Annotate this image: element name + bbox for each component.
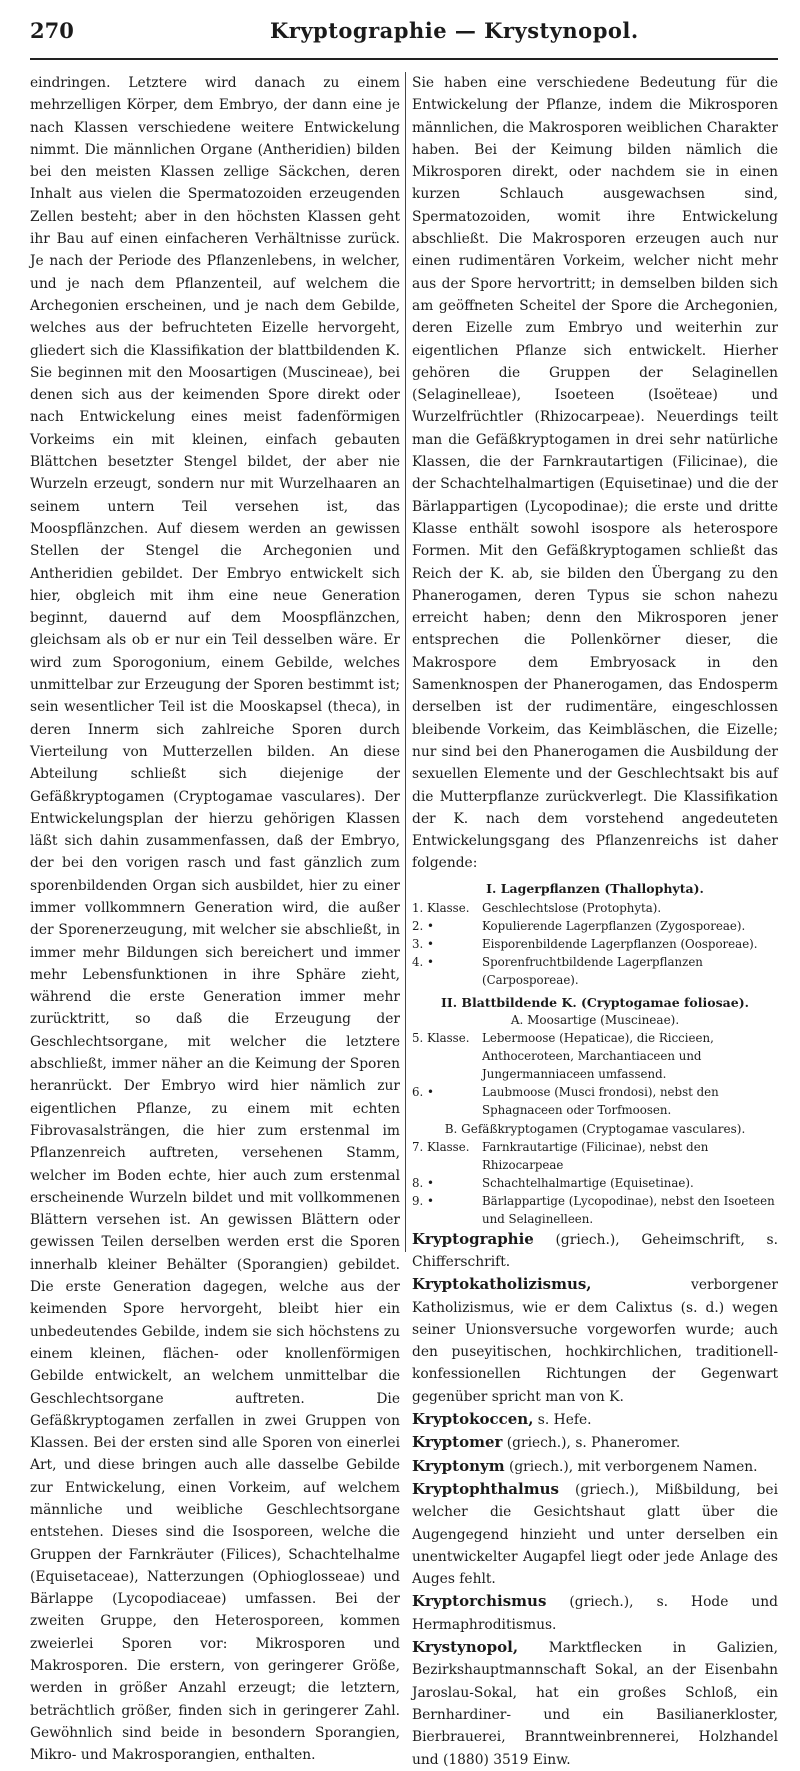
classification-key	[412, 881, 778, 1228]
key-class-number: 6. •	[412, 1084, 434, 1099]
dictionary-entry	[412, 1228, 778, 1274]
key-class-text: Lebermoose (Hepaticae), die Riccieen, Anthoceroteen, Marchantiaceen und Jungermanniaceen umfassend.	[482, 1030, 714, 1081]
key-class-text: Bärlappartige (Lycopodinae), nebst den Isoeteen und Selaginelleen.	[482, 1193, 775, 1226]
key-class-number: 3. •	[412, 936, 434, 951]
key-group-title: I. Lagerpflanzen (Thallophyta).	[486, 880, 704, 896]
key-class-number: 2. •	[412, 918, 434, 933]
key-row	[412, 1029, 778, 1083]
key-class-text: Eisporenbildende Lagerpflanzen (Oosporeae).	[482, 936, 758, 951]
key-row	[412, 899, 778, 917]
entry-text: (griech.), s. Phaneromer.	[502, 1435, 681, 1452]
entry-lemma: Kryptographie	[412, 1229, 534, 1248]
entry-text: Marktflecken in Galizien, Bezirkshauptmannschaft Sokal, an der Eisenbahn Jaroslau-Sokal, hat ein großes Schloß, ein Bernhardiner- und ein Basilianerkloster, Bierbrauerei, Branntweinbrennerei, Holzhandel und (1880) 3519 Einw.	[412, 1640, 778, 1768]
key-row	[412, 1138, 778, 1174]
entry-text: verborgener Katholizismus, wie er dem Calixtus (s. d.) wegen seiner Unionsversuche vorgeworfen wurde; auch den puseyitischen, hochkirchlichen, traditionell-konfessionellen Richtungen der Gegenwart gegenüber spricht man von K.	[412, 1277, 778, 1405]
entry-text: (griech.), s. Hode und Hermaphroditismus.	[412, 1594, 778, 1633]
dictionary-entry	[412, 1408, 778, 1431]
left-column	[30, 72, 400, 1764]
dictionary-entry	[412, 1273, 778, 1408]
key-subgroup-title: B. Gefäßkryptogamen (Cryptogamae vasculares).	[444, 1121, 746, 1136]
key-row	[412, 1083, 778, 1119]
key-row	[412, 1174, 778, 1192]
key-class-number: 5. Klasse.	[412, 1030, 470, 1045]
entry-lemma: Kryptokatholizismus,	[412, 1275, 592, 1294]
entry-lemma: Kryptonym	[412, 1456, 505, 1475]
key-class-text: Geschlechtslose (Protophyta).	[482, 900, 662, 915]
entry-text: s. Hefe.	[533, 1412, 592, 1429]
entry-text: (griech.), Geheimschrift, s. Chifferschrift.	[412, 1231, 778, 1270]
entry-lemma: Kryptophthalmus	[412, 1479, 559, 1498]
key-class-number: 9. •	[412, 1193, 434, 1208]
left-column-text: eindringen. Letztere wird danach zu einem mehrzelligen Körper, dem Embryo, der dann eine je nach Klassen verschiedene weitere Entwickelung nimmt. Die männlichen Organe (Antheridien) bilden bei den meisten Klassen zellige Säckchen, deren Inhalt aus vielen die Spermatozoiden erzeugenden Zellen besteht; aber in den höchsten Klassen geht ihr Bau auf einen einfacheren Verhältnisse zurück. Je nach der Periode des Pflanzenlebens, in welcher, und je nach dem Pflanzenteil, auf welchem die Archegonien erscheinen, und je nach dem Gebilde, welches aus der befruchteten Eizelle hervorgeht, gliedert sich die Klassifikation der blattbildenden K. Sie beginnen mit den Moosartigen (Muscineae), bei denen sich aus der keimenden Spore direkt oder nach Entwickelung eines meist fadenförmigen Vorkeims ein mit kleinen, einfach gebauten Blättchen besetzter Stengel bildet, der aber nie Wurzeln erzeugt, sondern nur mit Wurzelhaaren an seinem untern Teil versehen ist, das Moospflänzchen. Auf diesem werden an gewissen Stellen der Stengel die Archegonien und Antheridien gebildet. Der Embryo entwickelt sich hier, obgleich mit ihm eine neue Generation beginnt, dauernd auf dem Moospflänzchen, gleichsam als ob er nur ein Teil desselben wäre. Er wird zum Sporogonium, einem Gebilde, welches unmittelbar zur Erzeugung der Sporen bestimmt ist; sein wesentlicher Teil ist die Mooskapsel (theca), in deren Innerm sich zahlreiche Sporen durch Vierteilung von Mutterzellen bilden. An diese Abteilung schließt sich diejenige der Gefäßkryptogamen (Cryptogamae vasculares). Der Entwickelungsplan der hierzu gehörigen Klassen läßt sich dahin zusammenfassen, daß der Embryo, der bei den vorigen rasch und fast gänzlich zum sporenbildenden Organ sich ausbildet, hier zu einer immer vollkommnern Generation wird, die außer der Sporenerzeugung, mit welcher sie abschließt, in immer mehr Bildungen sich bereichert und immer mehr Lebensfunktionen in ihre Sphäre zieht, während die erste Generation immer mehr zurücktritt, so daß die Erzeugung der Geschlechtsorgane, mit welcher die letztere abschließt, immer näher an die Keimung der Sporen heranrückt. Der Embryo wird hier nämlich zur eigentlichen Pflanze, zu einem mit echten Fibrovasalsträngen, die hier zum erstenmal im Pflanzenreich auftreten, versehenen Stamm, welcher im Boden echte, hier auch zum erstenmal erscheinende Wurzeln bildet und mit vollkommenen Blättern versehen ist. An gewissen Blättern oder gewissen Teilen derselben werden erst die Sporen innerhalb kleiner Behälter (Sporangien) gebildet. Die erste Generation dagegen, welche aus der keimenden Spore hervorgeht, bleibt hier ein unbedeutendes Gebilde, indem sie sich höchstens zu einem kleinen, flächen- oder knollenförmigen Gebilde entwickelt, an welchem unmittelbar die Geschlechtsorgane auftreten. Die Gefäßkryptogamen zerfallen in zwei Gruppen von Klassen. Bei der ersten sind alle Sporen von einerlei Art, und diese bringen auch alle dasselbe Gebilde zur Entwickelung, einen Vorkeim, auf welchem männliche und weibliche Geschlechtsorgane entstehen. Dieses sind die Isosporeen, welche die Gruppen der Farnkräuter (Filices), Schachtelhalme (Equisetaceae), Natterzungen (Ophioglosseae) und Bärlappe (Lycopodiaceae) umfassen. Bei der zweiten Gruppe, den Heterosporeen, kommen zweierlei Sporen vor: Mikrosporen und Makrosporen. Die erstern, von geringerer Größe, werden in größer Anzahl erzeugt; die letztern, beträchtlich größer, finden sich in geringerer Zahl. Gewöhnlich sind beide in besondern Sporangien, Mikro- und Makrosporangien, enthalten.	[30, 75, 400, 1764]
dictionary-entry	[412, 1431, 778, 1454]
header-rule	[30, 58, 778, 60]
entry-lemma: Krystynopol,	[412, 1638, 519, 1657]
right-column-intro: Sie haben eine verschiedene Bedeutung für die Entwickelung der Pflanze, indem die Mikrosporen männlichen, die Makrosporen weiblichen Charakter haben. Bei der Keimung bilden nämlich die Mikrosporen direkt, oder nachdem sie in einen kurzen Schlauch ausgewachsen sind, Spermatozoiden, womit ihre Entwickelung abschließt. Die Makrosporen erzeugen auch nur einen rudimentären Vorkeim, welcher nicht mehr aus der Spore hervortritt; in demselben bilden sich am geöffneten Scheitel der Spore die Archegonien, deren Eizelle zum Embryo und weiterhin zur eigentlichen Pflanze sich entwickelt. Hierher gehören die Gruppen der Selaginellen (Selaginelleae), Isoeteen (Isoëteae) und Wurzelfrüchtler (Rhizocarpeae). Neuerdings teilt man die Gefäßkryptogamen in drei sehr natürliche Klassen, die der Farnkrautartigen (Filicinae), die der Schachtelhalmartigen (Equisetinae) und die der Bärlappartigen (Lycopodinae); die erste und dritte Klasse enthält sowohl isospore als heterospore Formen. Mit den Gefäßkryptogamen schließt das Reich der K. ab, sie bilden den Übergang zu den Phanerogamen, deren Typus sie schon nahezu erreicht haben; denn den Mikrosporen jener entsprechen die Pollenkörner dieser, die Makrospore dem Embryosack in den Samenknospen der Phanerogamen, das Endosperm derselben ist der rudimentäre, eingeschlossen bleibende Vorkeim, das Keimbläschen, die Eizelle; nur sind bei den Phanerogamen die Ausbildung der sexuellen Elemente und der Geschlechtsakt bis auf die Mutterpflanze zurückverlegt. Die Klassifikation der K. nach dem vorstehend angedeuteten Entwickelungsgang des Pflanzenreichs ist daher folgende:	[412, 75, 778, 872]
key-class-number: 1. Klasse.	[412, 900, 470, 915]
column-divider	[405, 72, 406, 1252]
right-column	[412, 72, 778, 1768]
page-number: 270	[30, 18, 74, 43]
key-class-text: Schachtelhalmartige (Equisetinae).	[482, 1175, 694, 1190]
key-class-text: Kopulierende Lagerpflanzen (Zygosporeae).	[482, 918, 746, 933]
entry-text: (griech.), Mißbildung, bei welcher die Gesichtshaut glatt über die Augengegend hinzieht und unter derselben ein unentwickelter Augapfel liegt oder jede Anlage des Auges fehlt.	[412, 1481, 778, 1588]
key-row	[412, 1192, 778, 1228]
entry-lemma: Kryptorchismus	[412, 1592, 547, 1611]
page-header	[30, 18, 778, 54]
key-class-text: Laubmoose (Musci frondosi), nebst den Sphagnaceen oder Torfmoosen.	[482, 1084, 719, 1117]
running-head: Kryptographie — Krystynopol.	[270, 18, 639, 43]
key-subgroup-title: A. Moosartige (Muscineae).	[510, 1012, 680, 1027]
entry-lemma: Kryptomer	[412, 1433, 503, 1452]
key-row	[412, 917, 778, 935]
dictionary-entry	[412, 1455, 778, 1478]
key-row	[412, 935, 778, 953]
dictionary-entry	[412, 1636, 778, 1771]
key-class-number: 7. Klasse.	[412, 1139, 470, 1154]
entry-text: (griech.), mit verborgenem Namen.	[504, 1458, 758, 1475]
key-row	[412, 953, 778, 989]
entry-lemma: Kryptokoccen,	[412, 1410, 534, 1429]
key-class-text: Farnkrautartige (Filicinae), nebst den Rhizocarpeae	[482, 1139, 709, 1172]
key-class-text: Sporenfruchtbildende Lagerpflanzen (Carposporeae).	[482, 954, 703, 987]
dictionary-entry	[412, 1478, 778, 1590]
dictionary-entry	[412, 1590, 778, 1636]
key-class-number: 8. •	[412, 1175, 434, 1190]
key-class-number: 4. •	[412, 954, 434, 969]
key-group-title: II. Blattbildende K. (Cryptogamae foliosae).	[441, 994, 749, 1010]
